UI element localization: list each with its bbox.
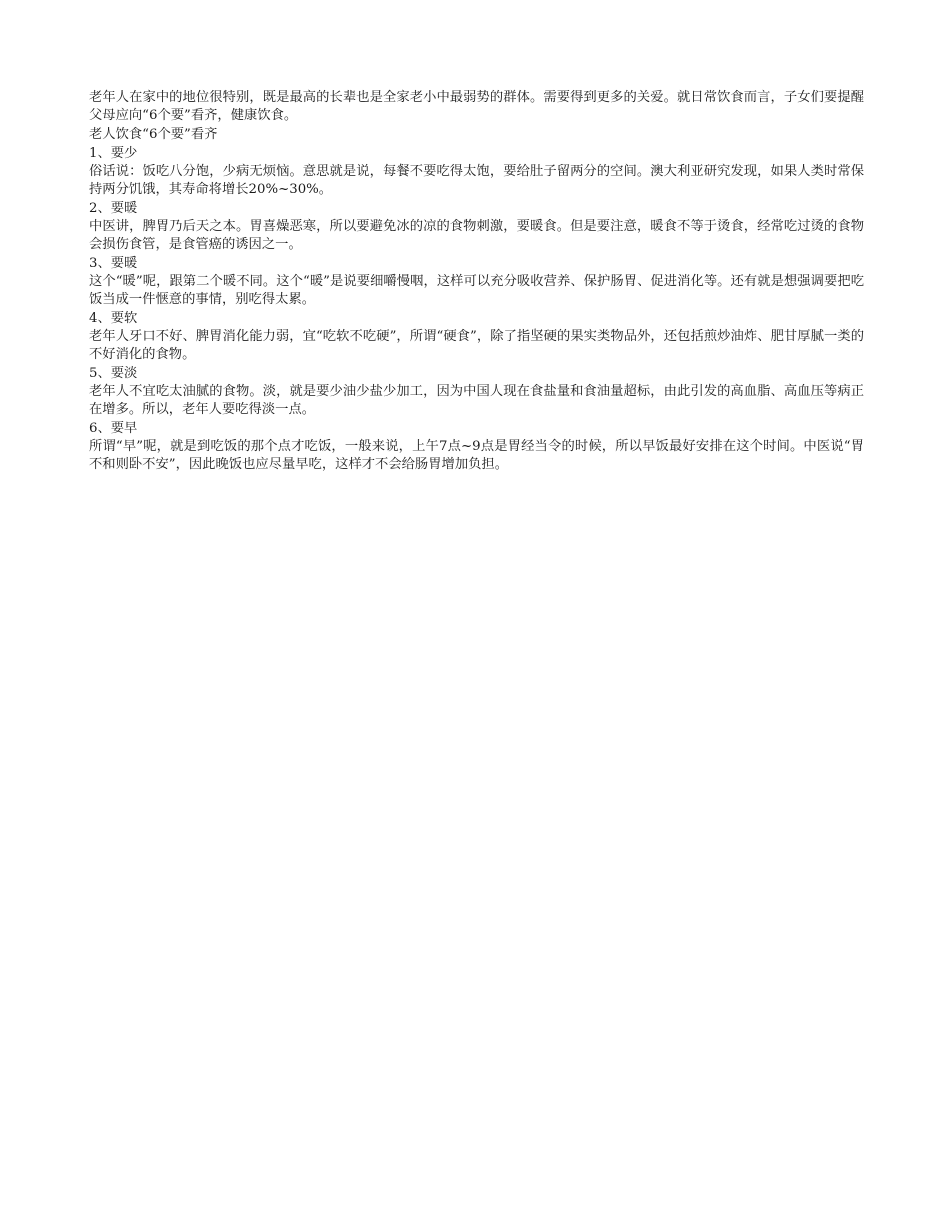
section-body: 老年人不宜吃太油腻的食物。淡，就是要少油少盐少加工，因为中国人现在食盐量和食油量超标，由此引发的高血脂、高血压等病正在增多。所以，老年人要吃得淡一点。: [89, 384, 864, 417]
section-heading: 4、要软: [89, 311, 138, 326]
section-heading: 2、要暖: [89, 201, 138, 216]
section-heading: 6、要早: [89, 421, 138, 436]
section-4: [89, 309, 864, 363]
section-body: 这个“暖”呢，跟第二个暖不同。这个“暖”是说要细嚼慢咽，这样可以充分吸收营养、保护肠胃、促进消化等。还有就是想强调要把吃饭当成一件惬意的事情，别吃得太累。: [89, 274, 864, 307]
section-body: 俗话说：饭吃八分饱，少病无烦恼。意思就是说，每餐不要吃得太饱，要给肚子留两分的空间。澳大利亚研究发现，如果人类时常保持两分饥饿，其寿命将增长20%~30%。: [89, 164, 864, 197]
document-page: [89, 89, 864, 474]
section-1: [89, 144, 864, 198]
section-3: [89, 254, 864, 308]
section-2: [89, 199, 864, 253]
section-heading: 5、要淡: [89, 366, 138, 381]
section-6: [89, 419, 864, 473]
section-body: 中医讲，脾胃乃后天之本。胃喜燥恶寒，所以要避免冰的凉的食物刺激，要暖食。但是要注意，暖食不等于烫食，经常吃过烫的食物会损伤食管，是食管癌的诱因之一。: [89, 219, 864, 252]
section-body: 老年人牙口不好、脾胃消化能力弱，宜“吃软不吃硬”，所谓“硬食”，除了指坚硬的果实类物品外，还包括煎炒油炸、肥甘厚腻一类的不好消化的食物。: [89, 329, 864, 362]
section-5: [89, 364, 864, 418]
section-body: 所谓“早”呢，就是到吃饭的那个点才吃饭，一般来说，上午7点~9点是胃经当令的时候，所以早饭最好安排在这个时间。中医说“胃不和则卧不安”，因此晚饭也应尽量早吃，这样才不会给肠胃增加负担。: [89, 439, 864, 472]
intro-paragraph: 老年人在家中的地位很特别，既是最高的长辈也是全家老小中最弱势的群体。需要得到更多的关爱。就日常饮食而言，子女们要提醒父母应向“6个要”看齐，健康饮食。: [89, 90, 864, 123]
section-heading: 3、要暖: [89, 256, 138, 271]
document-title: 老人饮食“6个要”看齐: [89, 127, 218, 142]
section-heading: 1、要少: [89, 146, 138, 161]
